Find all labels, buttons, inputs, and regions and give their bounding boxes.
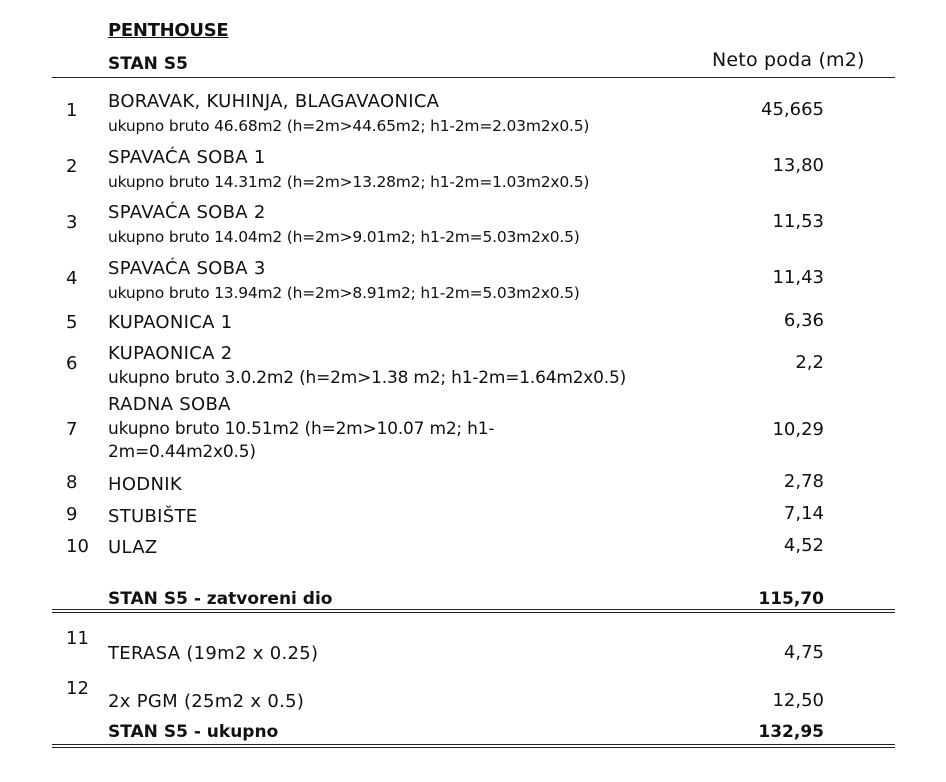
room-area: 2,2 xyxy=(795,352,824,373)
unit-heading: STAN S5 xyxy=(108,54,188,74)
row-number: 9 xyxy=(66,504,78,525)
subtotal-rule-bottom xyxy=(52,612,895,613)
room-area: 11,53 xyxy=(772,211,824,232)
total-label: STAN S5 - ukupno xyxy=(108,722,279,742)
room-name: HODNIK xyxy=(108,474,182,495)
room-name: KUPAONICA 1 xyxy=(108,312,233,333)
row-number: 1 xyxy=(66,100,78,121)
room-detail: ukupno bruto 14.31m2 (h=2m>13.28m2; h1-2m=1.03m2x0.5) xyxy=(108,173,590,191)
room-area: 11,43 xyxy=(772,267,824,288)
room-detail-continued: 2m=0.44m2x0.5) xyxy=(108,442,256,462)
room-name: SPAVAĆA SOBA 1 xyxy=(108,147,266,168)
room-area: 6,36 xyxy=(783,310,824,331)
subtotal-label: STAN S5 - zatvoreni dio xyxy=(108,589,333,609)
room-name: SPAVAĆA SOBA 3 xyxy=(108,258,266,279)
room-name: SPAVAĆA SOBA 2 xyxy=(108,202,266,223)
row-number: 11 xyxy=(66,628,89,649)
room-area: 4,52 xyxy=(783,535,824,556)
column-header-net-area: Neto poda (m2) xyxy=(712,49,865,71)
room-name: ULAZ xyxy=(108,537,158,558)
extra-area: 12,50 xyxy=(772,690,824,711)
room-name: RADNA SOBA xyxy=(108,394,231,415)
room-name: STUBIŠTE xyxy=(108,506,198,527)
room-area: 10,29 xyxy=(772,419,824,440)
subtotal-rule-top xyxy=(52,609,895,610)
total-rule-top xyxy=(52,744,895,745)
room-detail: ukupno bruto 13.94m2 (h=2m>8.91m2; h1-2m=5.03m2x0.5) xyxy=(108,284,580,302)
room-area: 45,665 xyxy=(761,99,824,120)
room-detail: ukupno bruto 14.04m2 (h=2m>9.01m2; h1-2m=5.03m2x0.5) xyxy=(108,228,580,246)
extra-name: 2x PGM (25m2 x 0.5) xyxy=(108,691,305,712)
row-number: 5 xyxy=(66,312,78,333)
room-area: 7,14 xyxy=(783,503,824,524)
row-number: 2 xyxy=(66,156,78,177)
row-number: 7 xyxy=(66,419,78,440)
room-name: BORAVAK, KUHINJA, BLAGAVAONICA xyxy=(108,91,440,112)
total-value: 132,95 xyxy=(758,722,824,742)
room-area: 2,78 xyxy=(783,471,824,492)
extra-name: TERASA (19m2 x 0.25) xyxy=(108,643,319,664)
total-rule-bottom xyxy=(52,747,895,748)
room-area: 13,80 xyxy=(772,155,824,176)
row-number: 6 xyxy=(66,353,78,374)
row-number: 4 xyxy=(66,268,78,289)
extra-area: 4,75 xyxy=(783,642,824,663)
room-detail: ukupno bruto 10.51m2 (h=2m>10.07 m2; h1- xyxy=(108,419,495,439)
room-detail: ukupno bruto 3.0.2m2 (h=2m>1.38 m2; h1-2m=1.64m2x0.5) xyxy=(108,368,627,388)
header-rule xyxy=(52,77,895,78)
row-number: 8 xyxy=(66,472,78,493)
room-detail: ukupno bruto 46.68m2 (h=2m>44.65m2; h1-2m=2.03m2x0.5) xyxy=(108,117,590,135)
subtotal-value: 115,70 xyxy=(758,589,824,609)
row-number: 3 xyxy=(66,212,78,233)
row-number: 10 xyxy=(66,536,89,557)
room-name: KUPAONICA 2 xyxy=(108,343,233,364)
page-title: PENTHOUSE xyxy=(108,20,229,41)
row-number: 12 xyxy=(66,678,89,699)
